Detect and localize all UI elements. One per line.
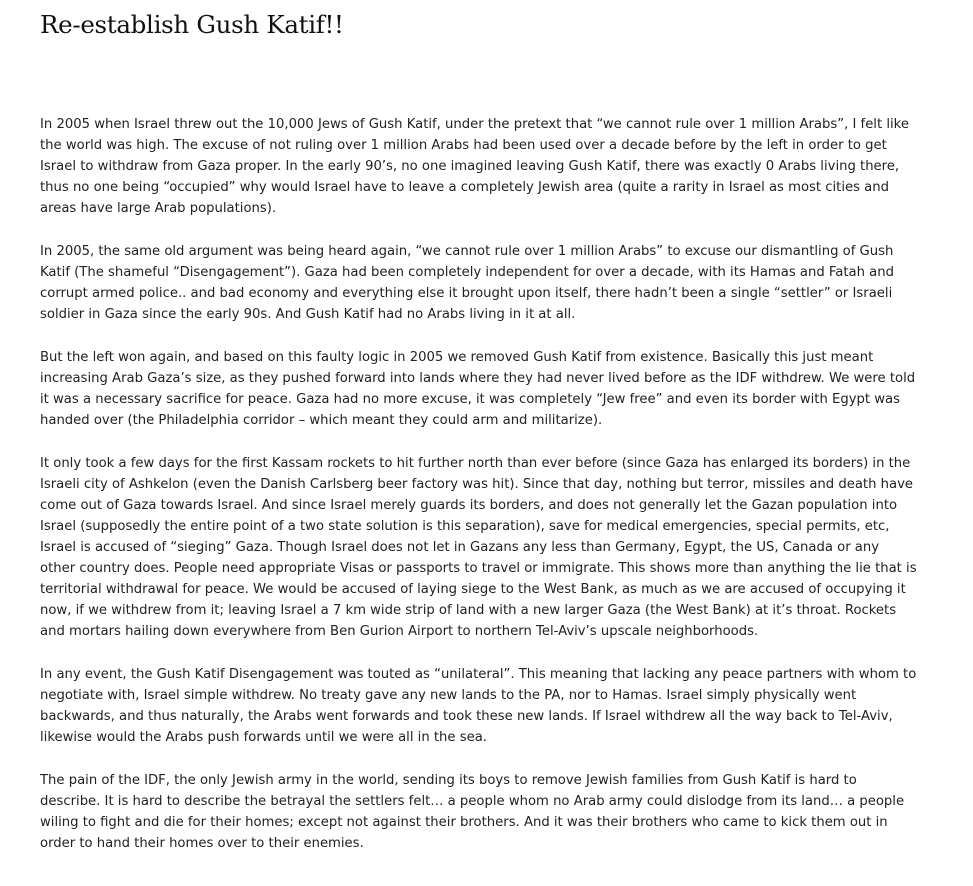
article-paragraph: In any event, the Gush Katif Disengagement was touted as “unilateral”. This meaning that lacking any peace partners with whom to negotiate with, Israel simple withdrew. No treaty gave any new lands to the PA, nor to Hamas. Israel simply physically went backwards, and thus naturally, the Arabs went forwards and took these new lands. If Israel withdrew all the way back to Tel-Aviv, likewise would the Arabs push forwards until we were all in the sea. (40, 667, 917, 745)
article (40, 0, 918, 851)
article-paragraph: In 2005 when Israel threw out the 10,000 Jews of Gush Katif, under the pretext that “we cannot rule over 1 million Arabs”, I felt like the world was high. The excuse of not ruling over 1 million Arabs had been used over a decade before by the left in order to get Israel to withdraw from Gaza proper. In the early 90’s, no one imagined leaving Gush Katif, there was exactly 0 Arabs living there, thus no one being “occupied” why would Israel have to leave a completely Jewish area (quite a rarity in Israel as most cities and areas have large Arab populations). (40, 117, 909, 216)
article-paragraph: But the left won again, and based on this faulty logic in 2005 we removed Gush Katif from existence. Basically this just meant increasing Arab Gaza’s size, as they pushed forward into lands where they had never lived before as the IDF withdrew. We were told it was a necessary sacrifice for peace. Gaza had no more excuse, it was completely “Jew free” and even its border with Egypt was handed over (the Philadelphia corridor – which meant they could arm and militarize). (40, 350, 916, 428)
article-paragraph: The pain of the IDF, the only Jewish army in the world, sending its boys to remove Jewish families from Gush Katif is hard to describe. It is hard to describe the betrayal the settlers felt… a people whom no Arab army could dislodge from its land… a people wiling to fight and die for their homes; except not against their brothers. And it was their brothers who came to kick them out in order to hand their homes over to their enemies. (40, 773, 905, 851)
article-paragraph: In 2005, the same old argument was being heard again, “we cannot rule over 1 million Arabs” to excuse our dismantling of Gush Katif (The shameful “Disengagement”). Gaza had been completely independent for over a decade, with its Hamas and Fatah and corrupt armed police.. and bad economy and everything else it brought upon itself, there hadn’t been a single “settler” or Israeli soldier in Gaza since the early 90s. And Gush Katif had no Arabs living in it at all. (40, 244, 894, 322)
article-paragraph: It only took a few days for the first Kassam rockets to hit further north than ever before (since Gaza has enlarged its borders) in the Israeli city of Ashkelon (even the Danish Carlsberg beer factory was hit). Since that day, nothing but terror, missiles and death have come out of Gaza towards Israel. And since Israel merely guards its borders, and does not generally let the Gazan population into Israel (supposedly the entire point of a two state solution is this separation), save for medical emergencies, special permits, etc, Israel is accused of “sieging” Gaza. Though Israel does not let in Gazans any less than Germany, Egypt, the US, Canada or any other country does. People need appropriate Visas or passports to travel or immigrate. This shows more than anything the lie that is territorial withdrawal for peace. We would be accused of laying siege to the West Bank, as much as we are accused of occupying it now, if we withdrew from it; leaving Israel a 7 km wide strip of land with a new larger Gaza (the West Bank) at it’s throat. Rockets and mortars hailing down everywhere from Ben Gurion Airport to northern Tel-Aviv’s upscale neighborhoods. (40, 456, 917, 639)
article-title: Re-establish Gush Katif!! (40, 10, 344, 39)
article-body (40, 114, 918, 876)
